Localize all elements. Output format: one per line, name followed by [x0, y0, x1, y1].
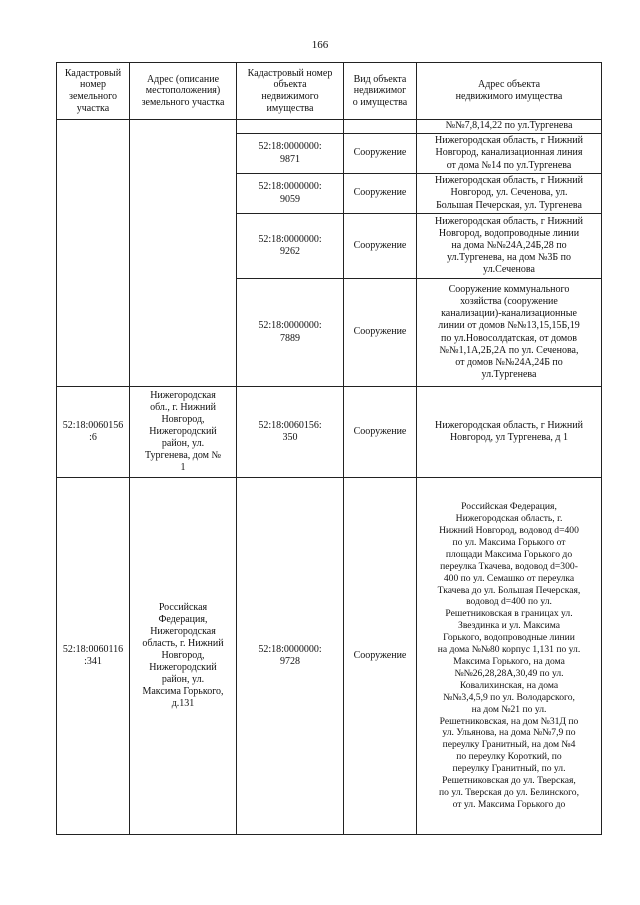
- object-address-cell: Нижегородская область, г Нижний Новгород, ул Тургенева, д 1: [417, 387, 602, 478]
- object-cadastral-cell: [237, 120, 344, 134]
- object-cadastral-cell: 52:18:0060156: 350: [237, 387, 344, 478]
- object-type-cell: Сооружение: [344, 174, 417, 214]
- land-cadastral-cell: [57, 120, 130, 387]
- land-cadastral-cell: 52:18:0060116 :341: [57, 478, 130, 835]
- object-type-cell: Сооружение: [344, 387, 417, 478]
- object-type-cell: Сооружение: [344, 134, 417, 174]
- object-cadastral-cell: 52:18:0000000: 9871: [237, 134, 344, 174]
- object-address-cell: №№7,8,14,22 по ул.Тургенева: [417, 120, 602, 134]
- object-type-cell: Сооружение: [344, 214, 417, 279]
- header-land-cadastral-number: Кадастровый номер земельного участка: [57, 63, 130, 120]
- cadastral-table: [56, 62, 602, 835]
- table-row: [57, 478, 602, 835]
- header-object-type: Вид объекта недвижимог о имущества: [344, 63, 417, 120]
- header-land-address: Адрес (описание местоположения) земельного участка: [130, 63, 237, 120]
- object-address-cell: Нижегородская область, г Нижний Новгород, канализационная линия от дома №14 по ул.Тургенева: [417, 134, 602, 174]
- object-type-cell: Сооружение: [344, 279, 417, 387]
- object-cadastral-cell: 52:18:0000000: 9059: [237, 174, 344, 214]
- header-object-address: Адрес объекта недвижимого имущества: [417, 63, 602, 120]
- object-address-cell: Нижегородская область, г Нижний Новгород, водопроводные линии на дома №№24А,24Б,28 по ул.Тургенева, на дом №3Б по ул.Сеченова: [417, 214, 602, 279]
- object-address-cell: Сооружение коммунального хозяйства (сооружение канализации)-канализационные линии от домов №№13,15,15Б,19 по ул.Новосолдатская, от домов №№1,1А,2Б,2А по ул. Сеченова, от домов №№24А,24Б по ул.Тургенева: [417, 279, 602, 387]
- object-address-cell: Нижегородская область, г Нижний Новгород, ул. Сеченова, ул. Большая Печерская, ул. Тургенева: [417, 174, 602, 214]
- land-address-cell: Российская Федерация, Нижегородская область, г. Нижний Новгород, Нижегородский район, ул. Максима Горького, д.131: [130, 478, 237, 835]
- land-cadastral-cell: 52:18:0060156 :6: [57, 387, 130, 478]
- table-row: [57, 387, 602, 478]
- land-address-cell: Нижегородская обл., г. Нижний Новгород, Нижегородский район, ул. Тургенева, дом № 1: [130, 387, 237, 478]
- object-address-cell: Российская Федерация, Нижегородская область, г. Нижний Новгород, водовод d=400 по ул. Максима Горького от площади Максима Горького до переулка Ткачева, водовод d=300- 400 по ул. Семашко от переулка Ткачева до ул. Большая Печерская, водовод d=400 по ул. Решетниковская в границах ул. Звездинка и ул. Максима Горького, водопроводные линии на дома №№80 корпус 1,131 по ул. Максима Горького, на дома №№26,28,28А,30,49 по ул. Ковалихинская, на дома №№3,4,5,9 по ул. Володарского, на дом №21 по ул. Решетниковская, на дом №31Д по ул. Ульянова, на дома №№7,9 по переулку Гранитный, на дом №4 по переулку Короткий, по переулку Гранитный, по ул. Решетниковская до ул. Тверская, по ул. Тверская до ул. Белинского, от ул. Максима Горького до: [417, 478, 602, 835]
- object-type-cell: Сооружение: [344, 478, 417, 835]
- object-type-cell: [344, 120, 417, 134]
- header-object-cadastral-number: Кадастровый номер объекта недвижимого имущества: [237, 63, 344, 120]
- page-number: 166: [311, 39, 329, 51]
- table-header-row: [57, 63, 602, 120]
- table-row: [57, 120, 602, 134]
- object-cadastral-cell: 52:18:0000000: 9262: [237, 214, 344, 279]
- land-address-cell: [130, 120, 237, 387]
- object-cadastral-cell: 52:18:0000000: 7889: [237, 279, 344, 387]
- object-cadastral-cell: 52:18:0000000: 9728: [237, 478, 344, 835]
